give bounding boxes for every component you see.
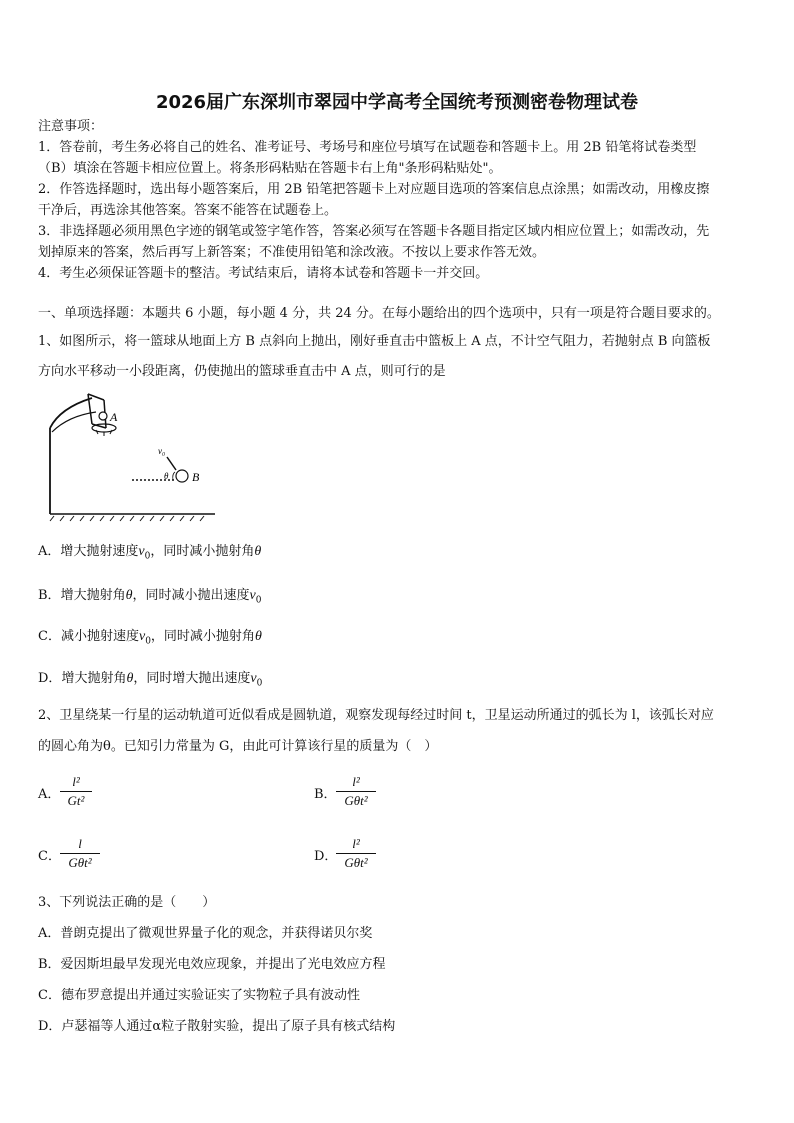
q1-option-c: C．减小抛射速度$v_0$，同时减小抛射角θ <box>38 629 262 647</box>
basketball-figure <box>40 388 220 523</box>
q3-option: D．卢瑟福等人通过α粒子散射实验，提出了原子具有核式结构 <box>38 1019 396 1034</box>
q2-option-c-fraction: l Gθt² <box>60 836 100 871</box>
notice-line: 2．作答选择题时，选出每小题答案后，用 2B 铅笔把答题卡上对应题目选项的答案信息点涂黑；如需改动，用橡皮擦 <box>38 182 710 197</box>
label-B: B <box>192 470 200 484</box>
q1-option-b: B．增大抛射角θ，同时减小抛出速度$v_0$ <box>38 588 262 606</box>
notice-line: （B）填涂在答题卡相应位置上。将条形码粘贴在答题卡右上角"条形码粘贴处"。 <box>38 161 502 176</box>
q3-option: A．普朗克提出了微观世界量子化的观念，并获得诺贝尔奖 <box>38 926 373 941</box>
q1-option-a: A．增大抛射速度$v_0$，同时减小抛射角θ <box>38 544 262 562</box>
label-theta: θ <box>164 471 169 481</box>
q2-option-c-letter: C． <box>38 849 61 864</box>
notice-line: 4．考生必须保证答题卡的整洁。考试结束后，请将本试卷和答题卡一并交回。 <box>38 266 489 281</box>
q3-stem: 3、下列说法正确的是（ ） <box>38 895 216 910</box>
q1-stem: 1、如图所示，将一篮球从地面上方 B 点斜向上抛出，刚好垂直击中篮板上 A 点，不计空气阻力，若抛射点 B 向篮板 <box>38 334 711 349</box>
q2-option-a-fraction: l² Gt² <box>60 774 92 809</box>
page-title: 2026届广东深圳市翠园中学高考全国统考预测密卷物理试卷 <box>155 92 639 113</box>
q2-stem: 的圆心角为θ。已知引力常量为 G，由此可计算该行星的质量为（ ） <box>38 739 438 754</box>
q1-option-d: D．增大抛射角θ，同时增大抛出速度$v_0$ <box>38 671 263 689</box>
q2-option-d-letter: D． <box>314 849 338 864</box>
q2-option-d-fraction: l² Gθt² <box>336 836 376 871</box>
q2-option-a-letter: A． <box>38 787 61 802</box>
q2-option-b-letter: B． <box>314 787 337 802</box>
q1-stem: 方向水平移动一小段距离，仍使抛出的篮球垂直击中 A 点，则可行的是 <box>38 364 446 379</box>
q3-option: B．爱因斯坦最早发现光电效应现象，并提出了光电效应方程 <box>38 957 386 972</box>
notice-heading: 注意事项： <box>38 119 104 134</box>
label-v0: v₀ <box>158 446 166 456</box>
q2-option-b-fraction: l² Gθt² <box>336 774 376 809</box>
notice-line: 划掉原来的答案，然后再写上新答案；不准使用铅笔和涂改液。不按以上要求作答无效。 <box>38 245 546 260</box>
label-A: A <box>110 410 118 424</box>
section-heading: 一、单项选择题：本题共 6 小题，每小题 4 分，共 24 分。在每小题给出的四个选项中，只有一项是符合题目要求的。 <box>38 306 720 321</box>
notice-line: 干净后，再选涂其他答案。答案不能答在试题卷上。 <box>38 203 338 218</box>
q3-option: C．德布罗意提出并通过实验证实了实物粒子具有波动性 <box>38 988 360 1003</box>
q2-stem: 2、卫星绕某一行星的运动轨道可近似看成是圆轨道，观察发现每经过时间 t，卫星运动所通过的弧长为 l，该弧长对应 <box>38 708 714 723</box>
notice-line: 1．答卷前，考生务必将自己的姓名、准考证号、考场号和座位号填写在试题卷和答题卡上。用 2B 铅笔将试卷类型 <box>38 140 697 155</box>
notice-line: 3．非选择题必须用黑色字迹的钢笔或签字笔作答，答案必须写在答题卡各题目指定区域内相应位置上；如需改动，先 <box>38 224 710 239</box>
